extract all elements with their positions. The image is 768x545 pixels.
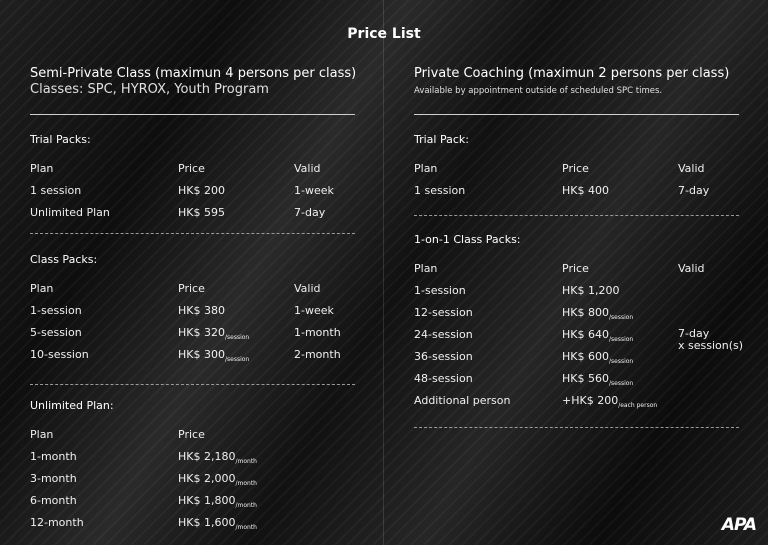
- valid-cell: 1-week: [294, 184, 334, 197]
- private-coaching-panel: [414, 66, 739, 96]
- table-row: [30, 206, 355, 220]
- table-row: [30, 472, 355, 486]
- valid-cell: 7-day: [678, 184, 710, 197]
- section-separator: [414, 215, 739, 216]
- left-class-header-row: [30, 282, 355, 296]
- table-row: 1-session HK$ 380 1-week: [30, 304, 334, 317]
- right-one-on-one-header-row: [414, 262, 739, 276]
- table-row: [414, 372, 739, 386]
- col-price-header: Price: [562, 262, 589, 275]
- price-cell: HK$ $2,180_{/month}$: [178, 450, 257, 465]
- price-unit: /month: [235, 524, 257, 531]
- price-cell: +HK$ $200_{/each person}$: [562, 394, 658, 409]
- private-coaching-heading: Private Coaching (maximun 2 persons per class): [414, 66, 730, 81]
- valid-note-line1: 7-day: [678, 327, 710, 340]
- price-unit: /session: [608, 358, 634, 365]
- table-row: [414, 394, 739, 408]
- private-coaching-subheading: Available by appointment outside of scheduled SPC times.: [414, 86, 663, 96]
- price-cell: HK$ 1,200: [562, 284, 620, 297]
- col-valid-header: Valid: [678, 162, 705, 175]
- price-cell: HK$ 595: [178, 206, 225, 219]
- price-cell: HK$ $1,600_{/month}$: [178, 516, 257, 531]
- valid-cell: 2-month: [294, 348, 341, 361]
- valid-cell: 1-week: [294, 304, 334, 317]
- left-heading-rule: [30, 114, 355, 115]
- plan-cell: 3-month: [30, 472, 77, 485]
- price-unit: /session: [608, 380, 634, 387]
- table-row: [30, 516, 355, 530]
- table-row: [414, 284, 739, 298]
- table-row: [30, 494, 355, 508]
- price-unit: /session: [224, 334, 250, 341]
- plan-cell: 1-session: [414, 284, 466, 297]
- price-unit: /session: [608, 336, 634, 343]
- semi-private-panel: [30, 66, 355, 97]
- col-plan-header: Plan: [30, 162, 54, 175]
- left-unlimited-label: Unlimited Plan:: [30, 399, 114, 412]
- col-price-header: Price: [562, 162, 589, 175]
- col-plan-header: Plan: [30, 282, 54, 295]
- semi-private-subheading: Classes: SPC, HYROX, Youth Program: [30, 82, 269, 97]
- price-cell: HK$ 200: [178, 184, 225, 197]
- col-price-header: Price: [178, 282, 205, 295]
- price-unit: /month: [235, 480, 257, 487]
- price-cell: HK$ 400: [562, 184, 609, 197]
- plan-cell: 24-session: [414, 328, 473, 341]
- plan-cell: 5-session: [30, 326, 82, 339]
- price-unit: /session: [224, 356, 250, 363]
- table-row: [30, 450, 355, 464]
- price-cell: HK$ $300_{/session}$: [178, 348, 250, 363]
- table-row: [414, 306, 739, 320]
- col-price-header: Price: [178, 428, 205, 441]
- price-cell: HK$ $600_{/session}$: [562, 350, 634, 365]
- left-class-label: Class Packs:: [30, 253, 98, 266]
- plan-cell: 1-session: [30, 304, 82, 317]
- plan-cell: 48-session: [414, 372, 473, 385]
- price-cell: HK$ $800_{/session}$: [562, 306, 634, 321]
- valid-note-line2: x session(s): [678, 339, 744, 352]
- plan-cell: Unlimited Plan: [30, 206, 110, 219]
- right-one-on-one-label: 1-on-1 Class Packs:: [414, 233, 521, 246]
- table-row: [30, 326, 355, 340]
- col-valid-header: Valid: [294, 282, 321, 295]
- col-valid-header: Valid: [294, 162, 321, 175]
- panel-divider: [383, 0, 384, 545]
- price-cell: HK$ $320_{/session}$: [178, 326, 250, 341]
- section-separator: [30, 384, 355, 385]
- plan-cell: 10-session: [30, 348, 89, 361]
- valid-note: [678, 328, 743, 352]
- price-cell: HK$ $1,800_{/month}$: [178, 494, 257, 509]
- price-cell: HK$ $640_{/session}$: [562, 328, 634, 343]
- price-unit: /month: [235, 502, 257, 509]
- right-trial-header-row: [414, 162, 739, 176]
- price-cell: HK$ $2,000_{/month}$: [178, 472, 257, 487]
- semi-private-heading: Semi-Private Class (maximun 4 persons per class): [30, 66, 357, 81]
- section-separator: [30, 233, 355, 234]
- col-price-header: Price: [178, 162, 205, 175]
- plan-cell: 36-session: [414, 350, 473, 363]
- plan-cell: 12-month: [30, 516, 84, 529]
- price-unit: /each person: [618, 402, 658, 409]
- col-valid-header: Valid: [678, 262, 705, 275]
- col-plan-header: Plan: [414, 262, 438, 275]
- price-unit: /session: [608, 314, 634, 321]
- valid-cell: 1-month: [294, 326, 341, 339]
- plan-cell: 12-session: [414, 306, 473, 319]
- table-row: [414, 184, 739, 198]
- plan-cell: 1-month: [30, 450, 77, 463]
- plan-cell: 6-month: [30, 494, 77, 507]
- apa-logo: APA: [721, 515, 756, 535]
- table-row: [30, 348, 355, 362]
- price-unit: /month: [235, 458, 257, 465]
- page-title: Price List: [347, 26, 421, 42]
- valid-cell: 7-day: [294, 206, 326, 219]
- plan-cell: 1 session: [30, 184, 82, 197]
- left-trial-header-row: [30, 162, 355, 176]
- plan-cell: 1 session: [414, 184, 466, 197]
- table-row: [414, 350, 739, 364]
- col-plan-header: Plan: [30, 428, 54, 441]
- right-heading-rule: [414, 114, 739, 115]
- left-unlimited-header-row: [30, 428, 355, 442]
- right-trial-label: Trial Pack:: [414, 133, 469, 146]
- plan-cell: Additional person: [414, 394, 511, 407]
- table-row: [30, 184, 355, 198]
- col-plan-header: Plan: [414, 162, 438, 175]
- price-cell: HK$ $560_{/session}$: [562, 372, 634, 387]
- section-separator: [414, 427, 739, 428]
- left-trial-label: Trial Packs:: [30, 133, 91, 146]
